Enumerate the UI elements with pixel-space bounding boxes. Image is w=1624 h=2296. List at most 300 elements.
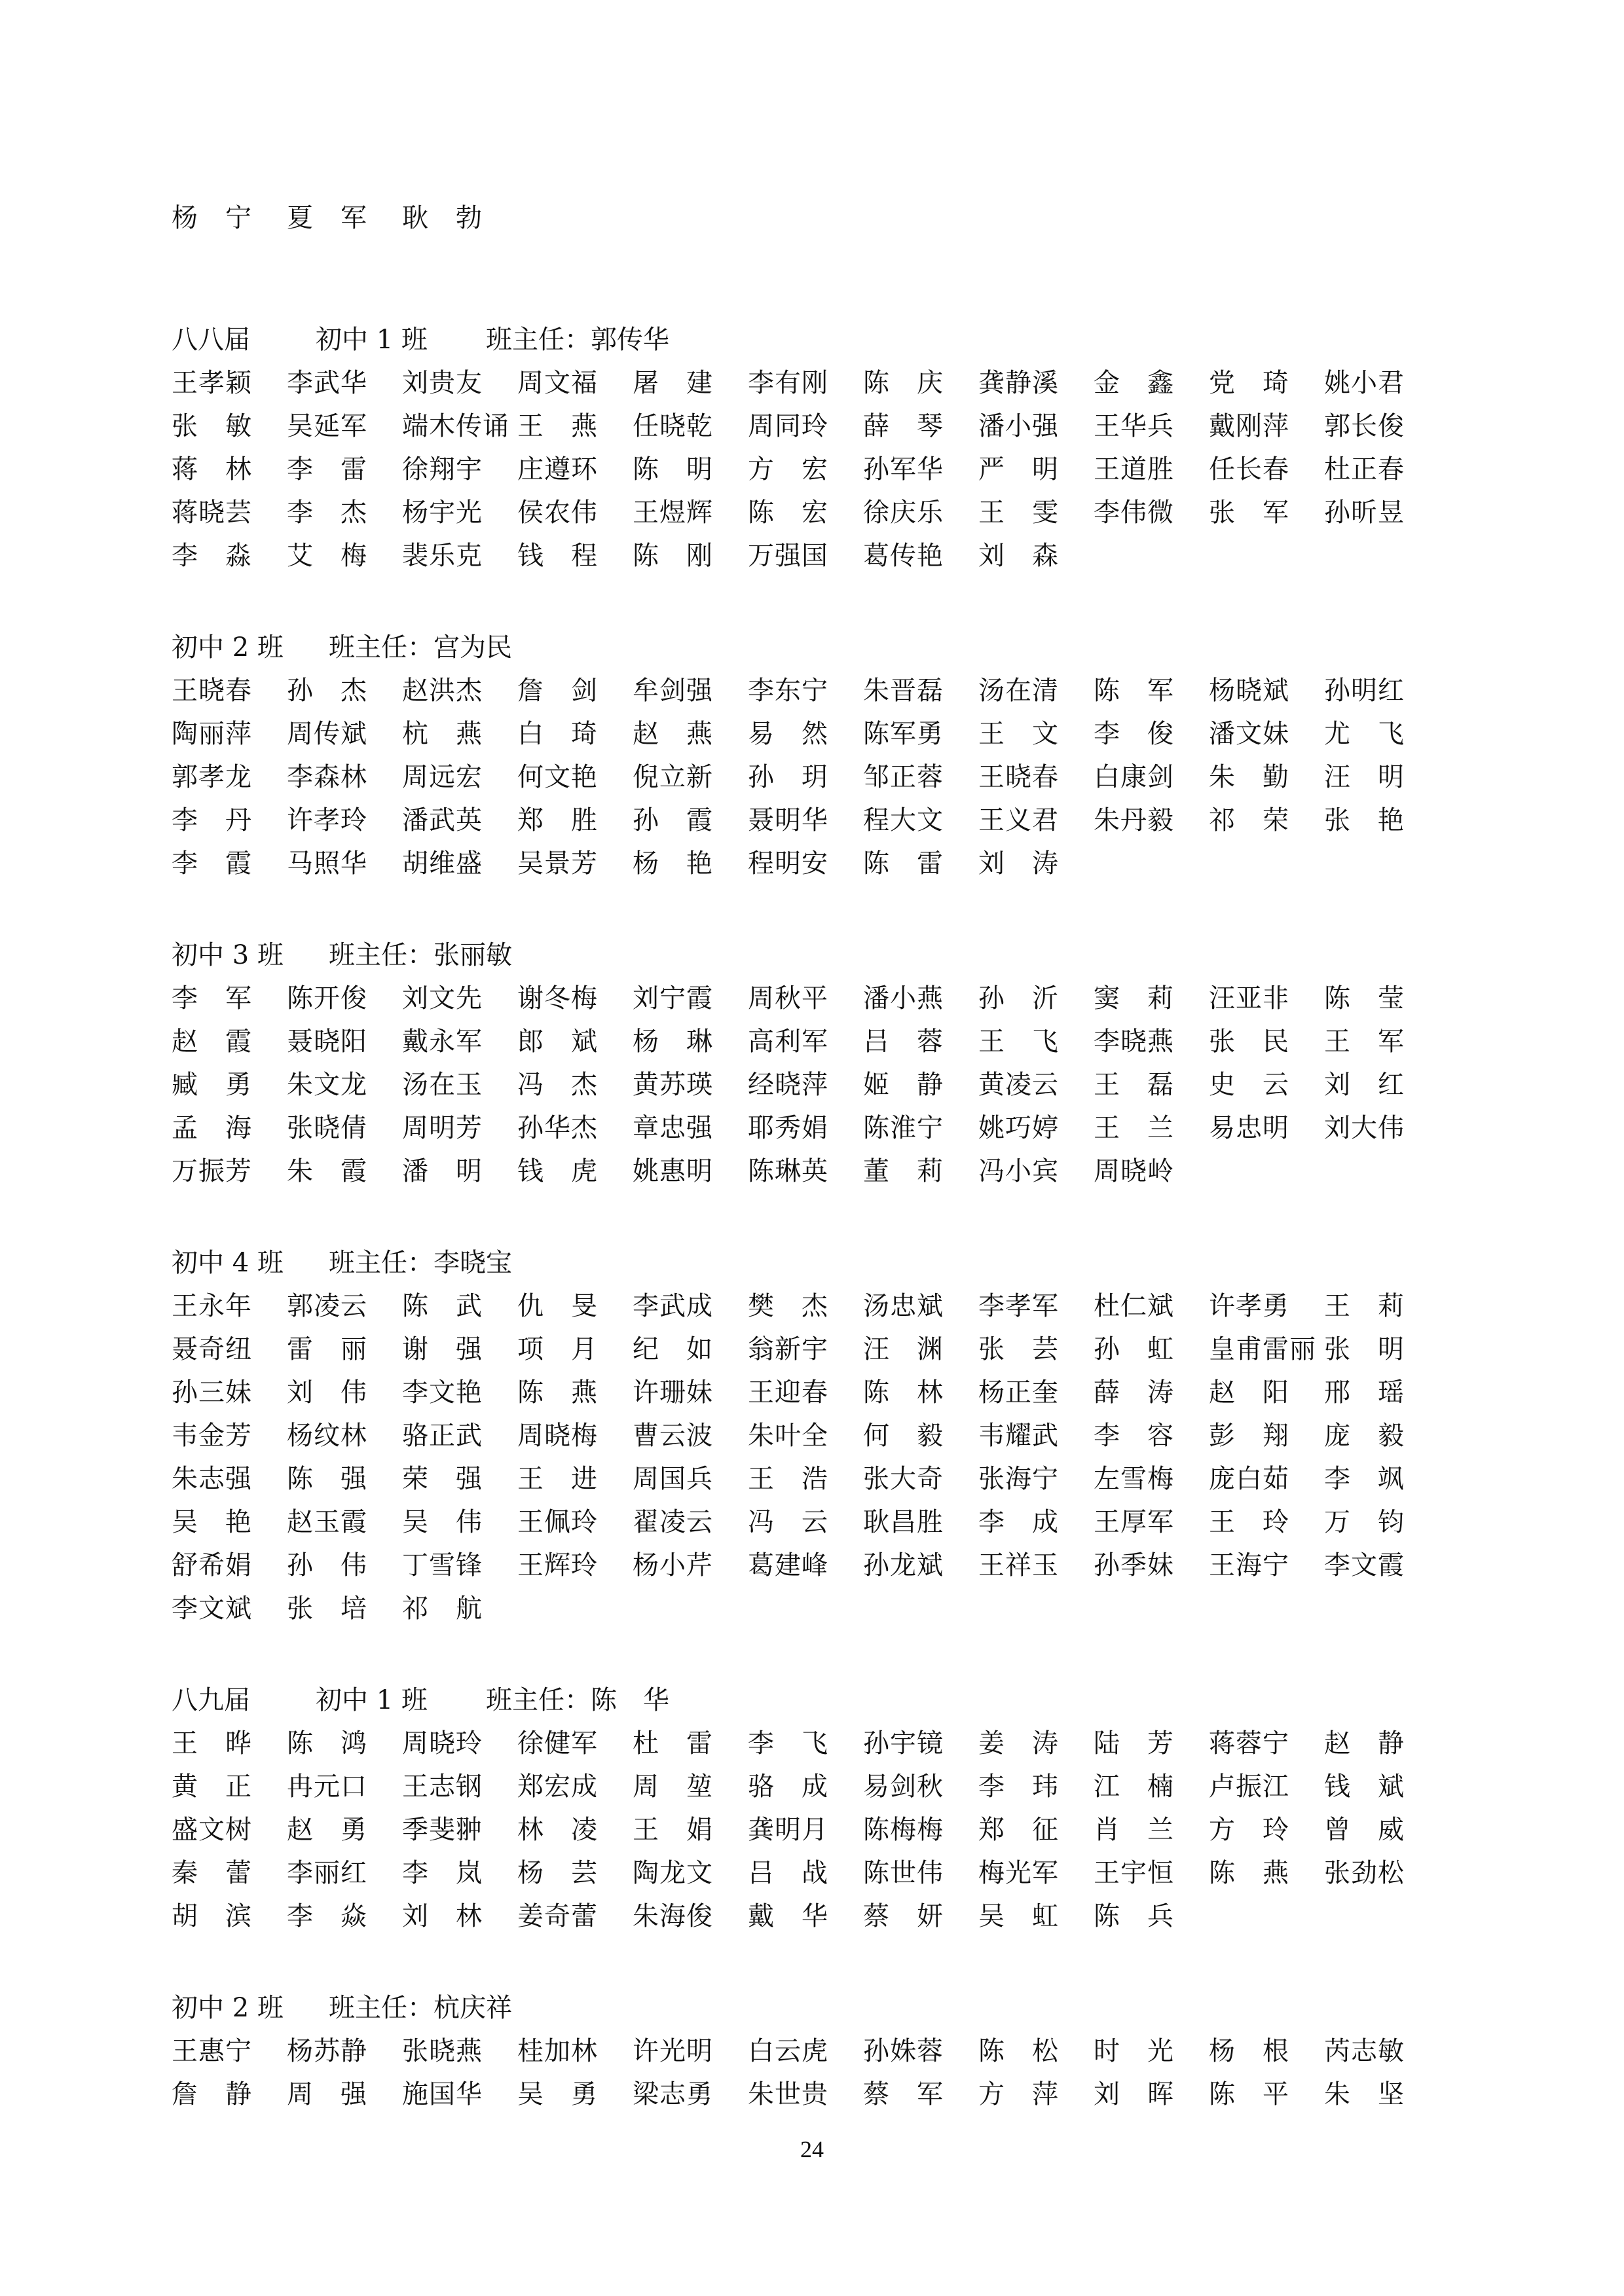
student-name: 姚小君 — [1324, 368, 1405, 398]
student-name: 刘贵友 — [402, 368, 483, 398]
student-name: 许珊妹 — [633, 1377, 713, 1408]
student-name: 庞 毅 — [1324, 1421, 1405, 1451]
student-name: 赵 静 — [1324, 1728, 1405, 1758]
student-name: 钱 虎 — [517, 1156, 598, 1186]
student-name: 姬 静 — [863, 1070, 944, 1100]
student-name: 朱 勤 — [1209, 762, 1289, 792]
student-name: 张大奇 — [863, 1464, 944, 1494]
student-name: 许孝玲 — [287, 805, 367, 835]
class-header — [172, 1986, 1481, 2030]
student-name: 陈 武 — [402, 1291, 483, 1321]
student-name: 黄凌云 — [978, 1070, 1059, 1100]
student-name: 王 兰 — [1094, 1113, 1174, 1143]
name-row — [172, 1501, 1481, 1544]
student-name: 曹云波 — [633, 1421, 713, 1451]
student-name: 桂加林 — [517, 2036, 598, 2066]
student-name: 易 然 — [748, 719, 828, 749]
student-name: 倪立新 — [633, 762, 713, 792]
page-number: 24 — [800, 2136, 824, 2162]
head-teacher: 班主任：郭传华 — [486, 325, 669, 355]
student-name: 何 毅 — [863, 1421, 944, 1451]
student-name: 王 娟 — [633, 1815, 713, 1845]
student-name: 詹 静 — [172, 2079, 252, 2109]
student-name: 韦金芳 — [172, 1421, 252, 1451]
student-name: 程明安 — [748, 848, 828, 879]
student-name: 杨小芹 — [633, 1550, 713, 1580]
student-name: 江 楠 — [1094, 1772, 1174, 1802]
student-name: 刘宁霞 — [633, 983, 713, 1013]
student-name: 徐庆乐 — [863, 498, 944, 528]
student-name: 张 军 — [1209, 498, 1289, 528]
name-row — [172, 448, 1481, 491]
student-name: 耿 勃 — [402, 203, 483, 233]
student-name: 邹正蓉 — [863, 762, 944, 792]
student-name: 李 霞 — [172, 848, 252, 879]
student-name: 王煜辉 — [633, 498, 713, 528]
student-name: 严 明 — [978, 454, 1059, 484]
student-list — [172, 977, 1481, 1193]
name-row — [172, 361, 1481, 405]
student-name: 杨纹林 — [287, 1421, 367, 1451]
student-name: 易剑秋 — [863, 1772, 944, 1802]
student-list — [172, 1285, 1481, 1630]
student-name: 杜 雷 — [633, 1728, 713, 1758]
student-name: 牟剑强 — [633, 676, 713, 706]
class-name: 初中 1 班 — [316, 1685, 428, 1715]
student-name: 孙三妹 — [172, 1377, 252, 1408]
student-name: 朱晋磊 — [863, 676, 944, 706]
student-name: 陶丽萍 — [172, 719, 252, 749]
student-name: 陈 庆 — [863, 368, 944, 398]
student-name: 耶秀娟 — [748, 1113, 828, 1143]
student-name: 陈 强 — [287, 1464, 367, 1494]
student-name: 蒋蓉宁 — [1209, 1728, 1289, 1758]
student-name: 周远宏 — [402, 762, 483, 792]
name-row — [172, 669, 1481, 712]
student-name: 王 玲 — [1209, 1507, 1289, 1537]
student-name: 杨晓斌 — [1209, 676, 1289, 706]
student-name: 李森林 — [287, 762, 367, 792]
student-name: 汤忠斌 — [863, 1291, 944, 1321]
name-row — [172, 1808, 1481, 1851]
student-name: 潘 明 — [402, 1156, 483, 1186]
student-name: 李文霞 — [1324, 1550, 1405, 1580]
student-name: 潘小强 — [978, 411, 1059, 441]
student-name: 郭长俊 — [1324, 411, 1405, 441]
student-name: 陈 林 — [863, 1377, 944, 1408]
student-name: 张 敏 — [172, 411, 252, 441]
student-name: 郑 胜 — [517, 805, 598, 835]
student-name: 孙 玥 — [748, 762, 828, 792]
student-list — [172, 2030, 1481, 2116]
student-name: 龚静溪 — [978, 368, 1059, 398]
student-name: 易忠明 — [1209, 1113, 1289, 1143]
name-row — [172, 1587, 1481, 1630]
student-name: 黄苏瑛 — [633, 1070, 713, 1100]
class-header — [172, 318, 1481, 361]
student-name: 聂奇纽 — [172, 1334, 252, 1364]
student-name: 朱 霞 — [287, 1156, 367, 1186]
student-name: 王海宁 — [1209, 1550, 1289, 1580]
student-name: 吴 伟 — [402, 1507, 483, 1537]
student-name: 杨 根 — [1209, 2036, 1289, 2066]
student-name: 谢 强 — [402, 1334, 483, 1364]
student-name: 杨宇光 — [402, 498, 483, 528]
student-name: 张 艳 — [1324, 805, 1405, 835]
student-name: 戴永军 — [402, 1027, 483, 1057]
student-name: 姜奇蕾 — [517, 1901, 598, 1931]
student-name: 陈世伟 — [863, 1858, 944, 1888]
student-name: 朱海俊 — [633, 1901, 713, 1931]
student-name: 翁新宇 — [748, 1334, 828, 1364]
student-name: 孙 伟 — [287, 1550, 367, 1580]
student-name: 王 飞 — [978, 1027, 1059, 1057]
student-name: 郭凌云 — [287, 1291, 367, 1321]
name-row — [172, 1851, 1481, 1895]
student-name: 杨 琳 — [633, 1027, 713, 1057]
student-name: 周晓梅 — [517, 1421, 598, 1451]
student-name: 金 鑫 — [1094, 368, 1174, 398]
student-name: 秦 蕾 — [172, 1858, 252, 1888]
class-header — [172, 1679, 1481, 1722]
class-header — [172, 626, 1481, 669]
student-name: 李 杰 — [287, 498, 367, 528]
class-name: 初中 3 班 — [172, 940, 284, 970]
student-name: 樊 杰 — [748, 1291, 828, 1321]
graduation-year: 八九届 — [172, 1685, 250, 1715]
head-teacher: 班主任：宫为民 — [329, 632, 512, 663]
student-name: 程大文 — [863, 805, 944, 835]
student-name: 王义君 — [978, 805, 1059, 835]
student-name: 骆正武 — [402, 1421, 483, 1451]
student-name: 周秋平 — [748, 983, 828, 1013]
student-name: 周 强 — [287, 2079, 367, 2109]
student-name: 彭 翔 — [1209, 1421, 1289, 1451]
student-name: 纪 如 — [633, 1334, 713, 1364]
student-name: 陈 燕 — [1209, 1858, 1289, 1888]
student-name: 刘文先 — [402, 983, 483, 1013]
student-name: 杨苏静 — [287, 2036, 367, 2066]
student-name: 蔡 妍 — [863, 1901, 944, 1931]
student-name: 白康剑 — [1094, 762, 1174, 792]
student-name: 詹 剑 — [517, 676, 598, 706]
student-name: 葛传艳 — [863, 541, 944, 571]
student-name: 陈 雷 — [863, 848, 944, 879]
student-name: 骆 成 — [748, 1772, 828, 1802]
student-list — [172, 1722, 1481, 1938]
student-name: 潘文妹 — [1209, 719, 1289, 749]
student-name: 杨 芸 — [517, 1858, 598, 1888]
student-name: 屠 建 — [633, 368, 713, 398]
student-name: 王 文 — [978, 719, 1059, 749]
student-name: 孙明红 — [1324, 676, 1405, 706]
student-name: 窦 莉 — [1094, 983, 1174, 1013]
student-name: 李有刚 — [748, 368, 828, 398]
student-name: 徐翔宇 — [402, 454, 483, 484]
student-name: 汪 明 — [1324, 762, 1405, 792]
student-name: 李文斌 — [172, 1594, 252, 1624]
student-name: 孙 霞 — [633, 805, 713, 835]
student-name: 李晓燕 — [1094, 1027, 1174, 1057]
student-name: 杨正奎 — [978, 1377, 1059, 1408]
student-name: 黄 正 — [172, 1772, 252, 1802]
student-name: 陈开俊 — [287, 983, 367, 1013]
student-name: 谢冬梅 — [517, 983, 598, 1013]
student-name: 任长春 — [1209, 454, 1289, 484]
class-name: 初中 1 班 — [316, 325, 428, 355]
class-name: 初中 4 班 — [172, 1248, 284, 1278]
student-name: 王华兵 — [1094, 411, 1174, 441]
name-row — [172, 1544, 1481, 1587]
name-row — [172, 1328, 1481, 1371]
name-row — [172, 712, 1481, 756]
student-name: 李丽红 — [287, 1858, 367, 1888]
student-name: 耿昌胜 — [863, 1507, 944, 1537]
student-name: 赵 勇 — [287, 1815, 367, 1845]
student-name: 孙昕昱 — [1324, 498, 1405, 528]
student-name: 陈琳英 — [748, 1156, 828, 1186]
student-name: 王迎春 — [748, 1377, 828, 1408]
student-name: 邢 瑶 — [1324, 1377, 1405, 1408]
student-name: 李 容 — [1094, 1421, 1174, 1451]
student-name: 雷 丽 — [287, 1334, 367, 1364]
name-row — [172, 1371, 1481, 1414]
student-name: 孙 虹 — [1094, 1334, 1174, 1364]
student-name: 任晓乾 — [633, 411, 713, 441]
student-name: 王祥玉 — [978, 1550, 1059, 1580]
student-name: 姚惠明 — [633, 1156, 713, 1186]
student-name: 夏 军 — [287, 203, 367, 233]
student-name: 周 堃 — [633, 1772, 713, 1802]
continued-names-row — [172, 196, 1481, 240]
student-name: 王 进 — [517, 1464, 598, 1494]
student-name: 冯 云 — [748, 1507, 828, 1537]
student-name: 侯农伟 — [517, 498, 598, 528]
student-name: 吴 勇 — [517, 2079, 598, 2109]
name-row — [172, 1106, 1481, 1150]
student-name: 舒希娟 — [172, 1550, 252, 1580]
student-name: 孙 沂 — [978, 983, 1059, 1013]
name-row — [172, 756, 1481, 799]
student-name: 姜 涛 — [978, 1728, 1059, 1758]
name-row — [172, 977, 1481, 1020]
student-name: 吴 虹 — [978, 1901, 1059, 1931]
name-row — [172, 1414, 1481, 1457]
student-name: 孙龙斌 — [863, 1550, 944, 1580]
student-name: 祁 航 — [402, 1594, 483, 1624]
student-name: 吴景芳 — [517, 848, 598, 879]
student-name: 白 琦 — [517, 719, 598, 749]
student-name: 王 军 — [1324, 1027, 1405, 1057]
student-name: 刘 晖 — [1094, 2079, 1174, 2109]
student-name: 周文福 — [517, 368, 598, 398]
student-name: 皇甫雷丽 — [1209, 1334, 1316, 1364]
student-name: 李 军 — [172, 983, 252, 1013]
student-name: 陈 莹 — [1324, 983, 1405, 1013]
head-teacher: 班主任：张丽敏 — [329, 940, 512, 970]
head-teacher: 班主任：陈 华 — [486, 1685, 669, 1715]
student-name: 杭 燕 — [402, 719, 483, 749]
student-name: 张海宁 — [978, 1464, 1059, 1494]
name-row — [172, 405, 1481, 448]
student-name: 梁志勇 — [633, 2079, 713, 2109]
student-name: 胡维盛 — [402, 848, 483, 879]
student-name: 李 丹 — [172, 805, 252, 835]
student-name: 王 浩 — [748, 1464, 828, 1494]
student-name: 孙军华 — [863, 454, 944, 484]
student-name: 肖 兰 — [1094, 1815, 1174, 1845]
student-name: 王 莉 — [1324, 1291, 1405, 1321]
name-row — [172, 491, 1481, 534]
student-name: 李 成 — [978, 1507, 1059, 1537]
student-name: 陈 明 — [633, 454, 713, 484]
student-name: 王佩玲 — [517, 1507, 598, 1537]
student-name: 陈 刚 — [633, 541, 713, 571]
student-name: 季斐翀 — [402, 1815, 483, 1845]
student-name: 王惠宁 — [172, 2036, 252, 2066]
student-name: 李孝军 — [978, 1291, 1059, 1321]
name-row — [172, 1285, 1481, 1328]
student-name: 张晓燕 — [402, 2036, 483, 2066]
student-name: 赵 燕 — [633, 719, 713, 749]
name-row — [172, 1895, 1481, 1938]
student-name: 姚巧婷 — [978, 1113, 1059, 1143]
student-name: 吴 艳 — [172, 1507, 252, 1537]
student-name: 曾 威 — [1324, 1815, 1405, 1845]
student-name: 韦耀武 — [978, 1421, 1059, 1451]
student-name: 高利军 — [748, 1027, 828, 1057]
student-name: 朱丹毅 — [1094, 805, 1174, 835]
student-name: 吕 战 — [748, 1858, 828, 1888]
student-name: 何文艳 — [517, 762, 598, 792]
class-name: 初中 2 班 — [172, 632, 284, 663]
name-row — [172, 1722, 1481, 1765]
student-name: 项 月 — [517, 1334, 598, 1364]
student-name: 陈军勇 — [863, 719, 944, 749]
student-name: 吴延军 — [287, 411, 367, 441]
student-name: 党 琦 — [1209, 368, 1289, 398]
student-name: 刘 涛 — [978, 848, 1059, 879]
student-name: 裴乐克 — [402, 541, 483, 571]
student-name: 汪亚非 — [1209, 983, 1289, 1013]
student-name: 万强国 — [748, 541, 828, 571]
student-name: 薛 涛 — [1094, 1377, 1174, 1408]
student-name: 朱 坚 — [1324, 2079, 1405, 2109]
student-name: 张 芸 — [978, 1334, 1059, 1364]
student-name: 陈梅梅 — [863, 1815, 944, 1845]
student-name: 孙姝蓉 — [863, 2036, 944, 2066]
student-name: 祁 荣 — [1209, 805, 1289, 835]
student-name: 陈 兵 — [1094, 1901, 1174, 1931]
student-name: 王 晔 — [172, 1728, 252, 1758]
student-name: 陶龙文 — [633, 1858, 713, 1888]
student-name: 杨 艳 — [633, 848, 713, 879]
student-name: 李文艳 — [402, 1377, 483, 1408]
name-row — [172, 799, 1481, 842]
student-name: 艾 梅 — [287, 541, 367, 571]
student-name: 潘武英 — [402, 805, 483, 835]
class-name: 初中 2 班 — [172, 1993, 284, 2023]
student-name: 许光明 — [633, 2036, 713, 2066]
student-name: 荣 强 — [402, 1464, 483, 1494]
student-name: 潘小燕 — [863, 983, 944, 1013]
student-name: 经晓萍 — [748, 1070, 828, 1100]
student-name: 李东宁 — [748, 676, 828, 706]
student-name: 陈 宏 — [748, 498, 828, 528]
student-name: 史 云 — [1209, 1070, 1289, 1100]
student-name: 蒋 林 — [172, 454, 252, 484]
student-name: 冯小宾 — [978, 1156, 1059, 1186]
student-name: 李 淼 — [172, 541, 252, 571]
name-row — [172, 2073, 1481, 2116]
student-name: 孙 杰 — [287, 676, 367, 706]
student-name: 王辉玲 — [517, 1550, 598, 1580]
student-name: 林 凌 — [517, 1815, 598, 1845]
student-name: 李伟微 — [1094, 498, 1174, 528]
student-name: 李 雷 — [287, 454, 367, 484]
student-name: 王孝颖 — [172, 368, 252, 398]
student-name: 杜仁斌 — [1094, 1291, 1174, 1321]
student-name: 赵 阳 — [1209, 1377, 1289, 1408]
student-name: 白云虎 — [748, 2036, 828, 2066]
student-name: 孙季妹 — [1094, 1550, 1174, 1580]
student-name: 吕 蓉 — [863, 1027, 944, 1057]
student-name: 赵 霞 — [172, 1027, 252, 1057]
student-name: 陈 军 — [1094, 676, 1174, 706]
student-name: 董 莉 — [863, 1156, 944, 1186]
student-name: 刘大伟 — [1324, 1113, 1405, 1143]
student-name: 方 萍 — [978, 2079, 1059, 2109]
student-name: 戴 华 — [748, 1901, 828, 1931]
student-name: 周晓岭 — [1094, 1156, 1174, 1186]
student-name: 郎 斌 — [517, 1027, 598, 1057]
student-name: 薛 琴 — [863, 411, 944, 441]
student-name: 钱 斌 — [1324, 1772, 1405, 1802]
student-name: 王志钢 — [402, 1772, 483, 1802]
student-name: 张劲松 — [1324, 1858, 1405, 1888]
student-name: 朱世贵 — [748, 2079, 828, 2109]
student-name: 周晓玲 — [402, 1728, 483, 1758]
student-name: 汤在清 — [978, 676, 1059, 706]
student-name: 周明芳 — [402, 1113, 483, 1143]
student-name: 庄遵环 — [517, 454, 598, 484]
student-name: 王道胜 — [1094, 454, 1174, 484]
student-name: 王厚军 — [1094, 1507, 1174, 1537]
student-name: 李武华 — [287, 368, 367, 398]
student-name: 王永年 — [172, 1291, 252, 1321]
student-name: 朱叶全 — [748, 1421, 828, 1451]
student-name: 王 燕 — [517, 411, 598, 441]
student-name: 杨 宁 — [172, 203, 252, 233]
student-name: 陆 芳 — [1094, 1728, 1174, 1758]
name-row — [172, 534, 1481, 577]
student-name: 李 飒 — [1324, 1464, 1405, 1494]
student-list — [172, 669, 1481, 885]
name-row — [172, 1063, 1481, 1106]
student-name: 时 光 — [1094, 2036, 1174, 2066]
name-row — [172, 842, 1481, 885]
student-name: 孟 海 — [172, 1113, 252, 1143]
student-name: 张 培 — [287, 1594, 367, 1624]
student-name: 翟凌云 — [633, 1507, 713, 1537]
student-name: 李武成 — [633, 1291, 713, 1321]
student-name: 周传斌 — [287, 719, 367, 749]
student-name: 汤在玉 — [402, 1070, 483, 1100]
student-name: 胡 滨 — [172, 1901, 252, 1931]
student-name: 王晓春 — [172, 676, 252, 706]
student-name: 王晓春 — [978, 762, 1059, 792]
student-name: 万振芳 — [172, 1156, 252, 1186]
